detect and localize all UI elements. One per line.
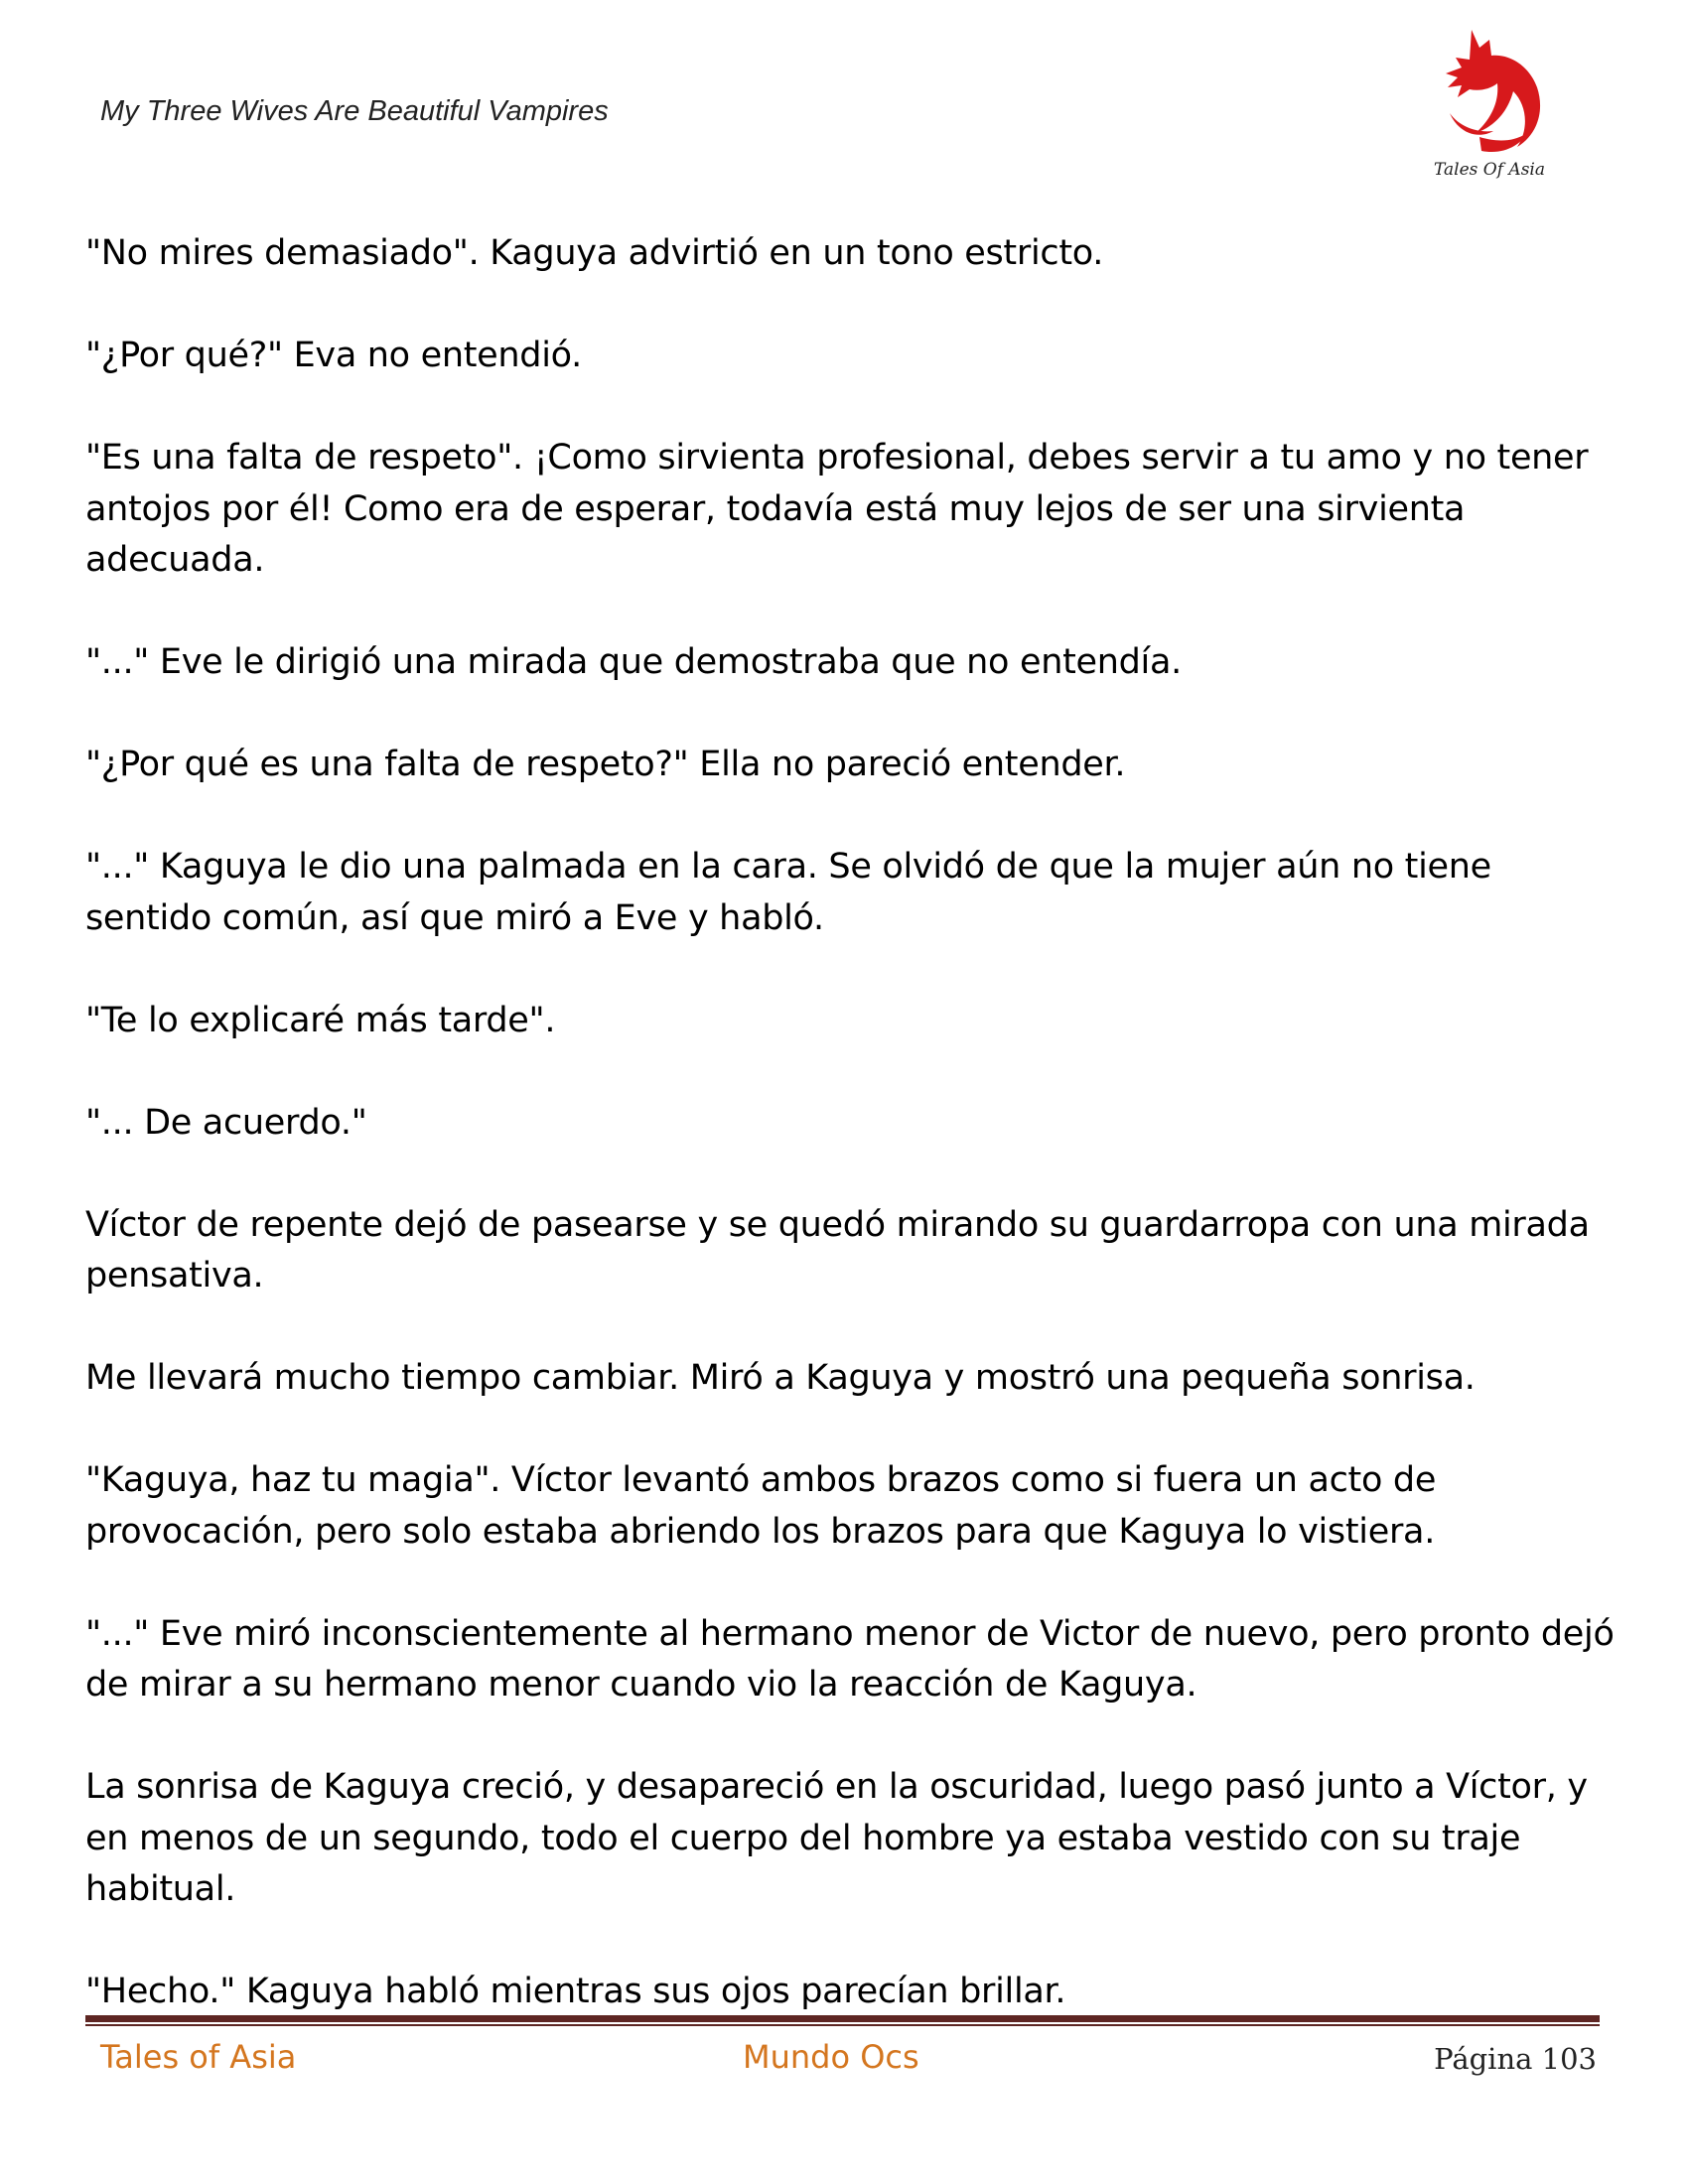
paragraph: "¿Por qué es una falta de respeto?" Ella no pareció entender. <box>85 745 1126 784</box>
footer-publisher: Tales of Asia <box>100 2038 297 2076</box>
document-header-title: My Three Wives Are Beautiful Vampires <box>100 95 609 127</box>
paragraph: "..." Eve miró inconscientemente al hermano menor de Victor de nuevo, pero pronto dejó de mirar a su hermano menor cuando vio la reacción de Kaguya. <box>85 1613 1615 1705</box>
footer-divider-thin <box>85 2024 1600 2026</box>
footer-divider <box>85 2015 1600 2022</box>
paragraph: "Kaguya, haz tu magia". Víctor levantó ambos brazos como si fuera un acto de provocación, pero solo estaba abriendo los brazos para que Kaguya lo vistiera. <box>85 1460 1437 1552</box>
footer-translator: Mundo Ocs <box>743 2038 919 2076</box>
chapter-body <box>85 228 1615 2018</box>
logo-wordmark: Tales Of Asia <box>1434 160 1545 180</box>
paragraph: "..." Kaguya le dio una palmada en la cara. Se olvidó de que la mujer aún no tiene sentido común, así que miró a Eve y habló. <box>85 847 1491 938</box>
paragraph: "No mires demasiado". Kaguya advirtió en un tono estricto. <box>85 233 1104 273</box>
paragraph: La sonrisa de Kaguya creció, y desapareció en la oscuridad, luego pasó junto a Víctor, y en menos de un segundo, todo el cuerpo del hombre ya estaba vestido con su traje habitual. <box>85 1767 1588 1909</box>
paragraph: "... De acuerdo." <box>85 1102 367 1143</box>
paragraph: "Hecho." Kaguya habló mientras sus ojos parecían brillar. <box>85 1972 1066 2011</box>
paragraph: "..." Eve le dirigió una mirada que demostraba que no entendía. <box>85 642 1182 682</box>
tales-of-asia-logo <box>1420 18 1559 182</box>
paragraph: "Te lo explicaré más tarde". <box>85 1000 556 1040</box>
paragraph: "¿Por qué?" Eva no entendió. <box>85 336 582 375</box>
paragraph: "Es una falta de respeto". ¡Como sirvienta profesional, debes servir a tu amo y no tener antojos por él! Como era de esperar, todavía está muy lejos de ser una sirvienta adecuada. <box>85 438 1589 580</box>
page-number: Página 103 <box>1434 2042 1597 2076</box>
paragraph: Me llevará mucho tiempo cambiar. Miró a Kaguya y mostró una pequeña sonrisa. <box>85 1358 1476 1398</box>
paragraph: Víctor de repente dejó de pasearse y se quedó mirando su guardarropa con una mirada pensativa. <box>85 1204 1590 1296</box>
